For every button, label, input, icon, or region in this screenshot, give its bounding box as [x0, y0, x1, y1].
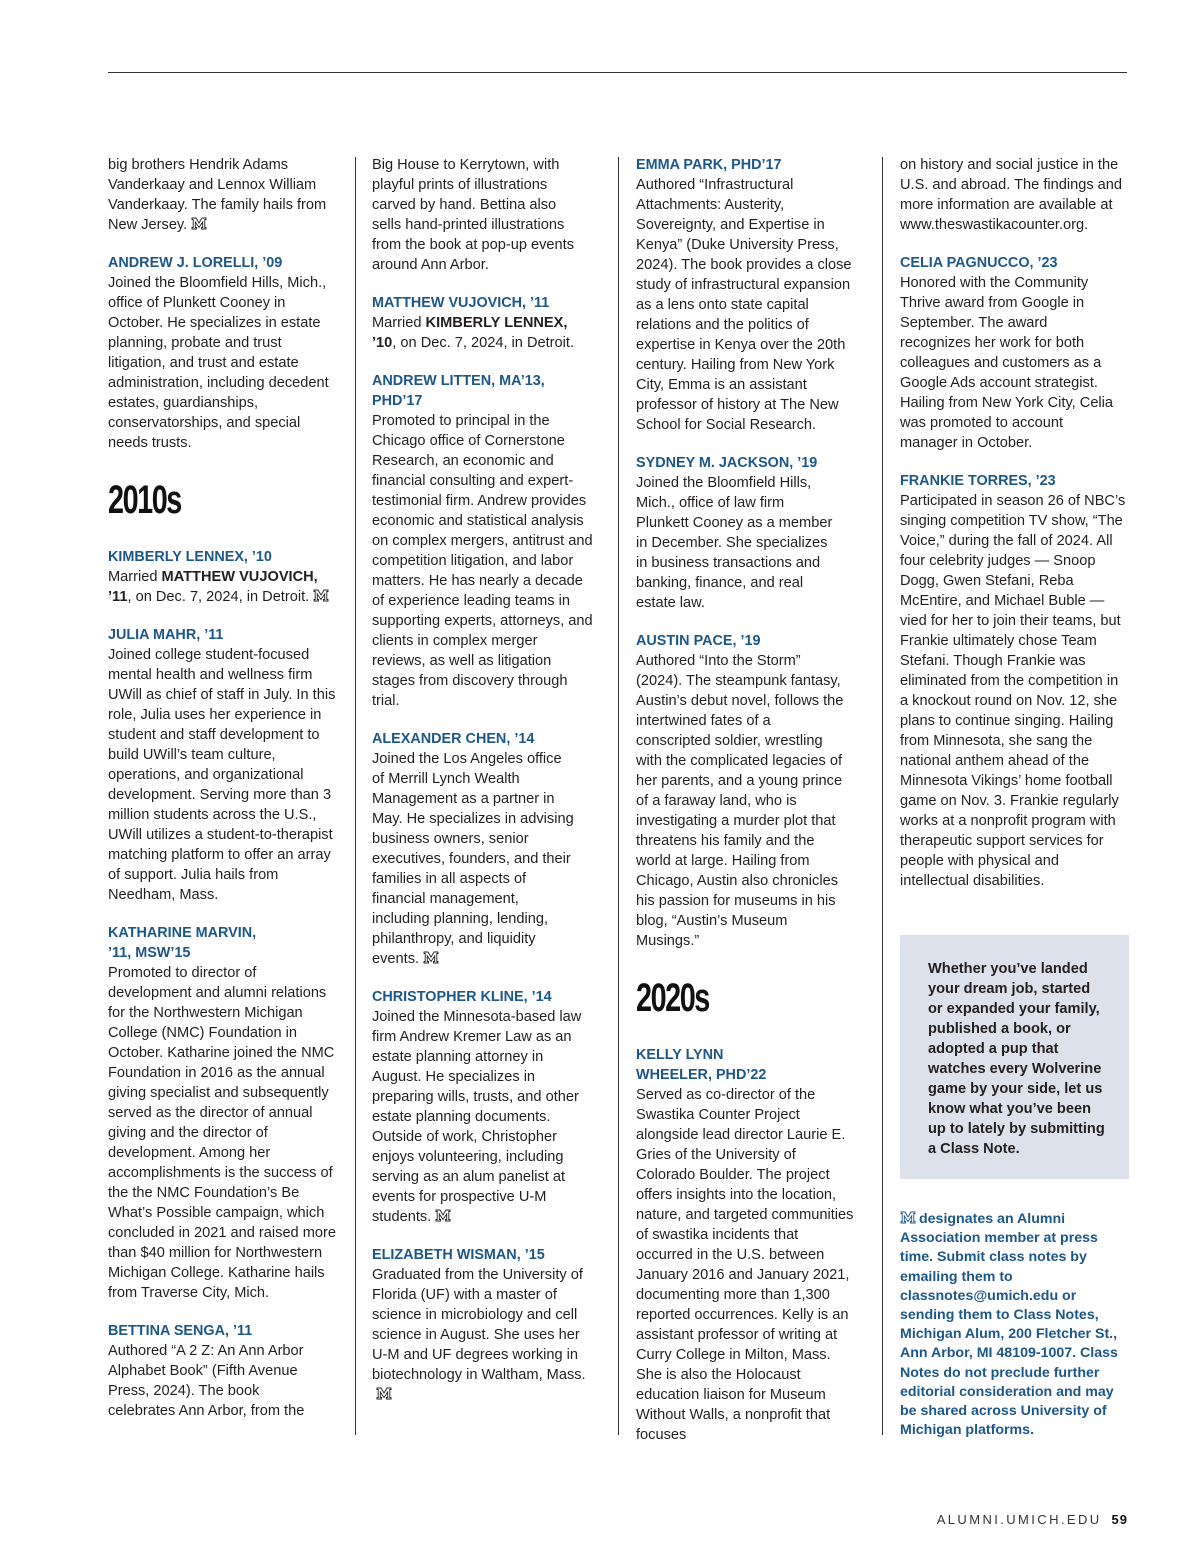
class-note-torres	[900, 471, 1130, 891]
note-name: BETTINA SENGA, ’11	[108, 1323, 253, 1339]
column-divider	[355, 157, 356, 1435]
note-text: Authored “Infrastructural Attachments: Austerity, Sovereignty, and Expertise in Kenya” (Duke University Press, 2024). The book provides a close study of infrastructural expansion as a lens onto state capital relations and the politics of expertise in Kenya over the 20th century. Hailing from New York City, Emma is an assistant professor of history at The New School for Social Research.	[636, 177, 852, 433]
page-footer	[937, 1512, 1128, 1527]
note-name: MATTHEW VUJOVICH, ’11	[372, 295, 550, 311]
note-name: JULIA MAHR, ’11	[108, 627, 224, 643]
note-name: ANDREW LITTEN, MA’13, PHD’17	[372, 373, 545, 409]
section-heading-2020s: 2020s	[636, 976, 709, 1020]
class-note-wheeler	[636, 1045, 858, 1445]
note-text: Authored “A 2 Z: An Ann Arbor Alphabet Book” (Fifth Avenue Press, 2024). The book celebrates Ann Arbor, from the	[108, 1343, 305, 1419]
class-note-park	[636, 155, 858, 435]
note-name: EMMA PARK, PHD’17	[636, 157, 782, 173]
entry-continuation: Big House to Kerrytown, with playful prints of illustrations carved by hand. Bettina also sells hand-printed illustrations from the book at pop-up events around Ann Arbor.	[372, 157, 575, 273]
note-name: CHRISTOPHER KLINE, ’14	[372, 989, 552, 1005]
note-text: Promoted to director of development and alumni relations for the Northwestern Michigan College (NMC) Foundation in October. Katharine joined the NMC Foundation in 2016 as the annual giving specialist and subsequently served as the director of annual giving and the director of development. Among her accomplishments is the success of the the NMC Foundation’s Be What’s Possible campaign, which concluded in 2021 and raised more than $40 million for Northwestern Michigan College. Katharine hails from Traverse City, Mich.	[108, 965, 336, 1301]
member-disclaimer	[900, 1210, 1130, 1440]
footer-site: ALUMNI.UMICH.EDU	[936, 1512, 1102, 1527]
submit-class-note-callout	[900, 935, 1129, 1179]
note-text: Married MATTHEW VUJOVICH, ’11, on Dec. 7, 2024, in Detroit.	[108, 567, 338, 607]
class-note-marvin	[108, 923, 338, 1303]
note-text: Participated in season 26 of NBC’s singing competition TV show, “The Voice,” during the fall of 2024. All four celebrity judges — Snoop Dogg, Gwen Stefani, Reba McEntire, and Michael Buble — vied for her to join their teams, but Frankie ultimately chose Team Stefani. Though Frankie was eliminated from the competition in a knockout round on Nov. 12, she plans to continue singing. Hailing from Minnesota, she sang the national anthem ahead of the Minnesota Vikings’ home football game on Nov. 3. Frankie regularly works at a nonprofit program with therapeutic support services for people with physical and intellectual disabilities.	[900, 493, 1126, 889]
class-note-lorelli	[108, 253, 338, 453]
note-name: CELIA PAGNUCCO, ’23	[900, 255, 1058, 271]
note-text: Joined the Bloomfield Hills, Mich., office of Plunkett Cooney in October. He specializes in estate planning, probate and trust litigation, and trust and estate administration, including decedent estates, guardianships, conservatorships, and special needs trusts.	[108, 275, 329, 451]
column-4	[900, 155, 1130, 891]
class-note-senga	[108, 1321, 338, 1421]
note-name: ALEXANDER CHEN, ’14	[372, 731, 535, 747]
note-name: KIMBERLY LENNEX, ’10	[108, 549, 272, 565]
note-text: Promoted to principal in the Chicago office of Cornerstone Research, an economic and financial consulting and expert-testimonial firm. Andrew provides economic and statistical analysis on complex mergers, antitrust and competition litigation, and labor matters. He has nearly a decade of experience leading teams in supporting experts, attorneys, and clients in complex merger reviews, as well as litigation stages from discovery through trial.	[372, 413, 593, 709]
note-name: KATHARINE MARVIN, ’11, MSW’15	[108, 925, 257, 961]
class-note-kline	[372, 987, 594, 1227]
note-text: Married KIMBERLY LENNEX, ’10, on Dec. 7, 2024, in Detroit.	[372, 315, 575, 351]
note-text: Authored “Into the Storm” (2024). The steampunk fantasy, Austin’s debut novel, follows the intertwined fates of a conscripted soldier, wrestling with the complicated legacies of her parents, and a young prince of a faraway land, who is investigating a murder plot that threatens his family and the world at large. Hailing from Chicago, Austin also chronicles his passion for museums in his blog, “Austin’s Museum Musings.”	[636, 653, 844, 949]
note-text: Joined the Los Angeles office of Merrill Lynch Wealth Management as a partner in May. He specializes in advising business owners, senior executives, founders, and their families in all aspects of financial management, including planning, lending, philanthropy, and liquidity events.	[372, 751, 574, 967]
entry-continuation: big brothers Hendrik Adams Vanderkaay and Lennox William Vanderkaay. The family hails from New Jersey.	[108, 157, 327, 233]
top-rule	[108, 72, 1127, 73]
section-heading-2010s: 2010s	[108, 478, 181, 522]
class-note-vujovich	[372, 293, 594, 353]
note-name: ELIZABETH WISMAN, ’15	[372, 1247, 545, 1263]
column-3	[636, 155, 858, 1445]
note-text: Joined the Minnesota-based law firm Andrew Kremer Law as an estate planning attorney in August. He specializes in preparing wills, trusts, and other estate planning documents. Outside of work, Christopher enjoys volunteering, including serving as an alum panelist at events for prospective U-M students.	[372, 1009, 582, 1225]
class-note-lennex	[108, 547, 338, 607]
page-number: 59	[1111, 1512, 1128, 1527]
note-text: Graduated from the University of Florida (UF) with a master of science in microbiology and cell science in August. She uses her U-M and UF degrees working in biotechnology in Waltham, Mass.	[372, 1265, 594, 1405]
column-1	[108, 155, 338, 1421]
entry-continuation: on history and social justice in the U.S. and abroad. The findings and more information are available at www.theswastikacounter.org.	[900, 157, 1123, 233]
note-name: KELLY LYNN WHEELER, PHD’22	[636, 1047, 767, 1083]
column-2	[372, 155, 594, 1405]
column-divider	[618, 157, 619, 1435]
alumni-association-m-icon	[900, 1211, 916, 1224]
disclaimer-text: designates an Alumni Association member at press time. Submit class notes by emailing them to classnotes@umich.edu or sending them to Class Notes, Michigan Alum, 200 Fletcher St., Ann Arbor, MI 48109-1007. Class Notes do not preclude further editorial consideration and may be shared across University of Michigan platforms.	[900, 1211, 1118, 1439]
note-name: AUSTIN PACE, ’19	[636, 633, 761, 649]
column-divider	[882, 157, 883, 1435]
note-name: FRANKIE TORRES, ’23	[900, 473, 1056, 489]
alumni-association-m-icon	[313, 589, 329, 602]
class-note-jackson	[636, 453, 858, 613]
class-note-pace	[636, 631, 858, 951]
note-name: SYDNEY M. JACKSON, ’19	[636, 455, 818, 471]
alumni-association-m-icon	[376, 1387, 392, 1400]
class-note-mahr	[108, 625, 338, 905]
class-note-wisman	[372, 1245, 594, 1405]
callout-text: Whether you’ve landed your dream job, started or expanded your family, published a book, or adopted a pup that watches every Wolverine game by your side, let us know what you’ve been up to lately by submitting a Class Note.	[928, 961, 1105, 1157]
note-text: Joined the Bloomfield Hills, Mich., office of law firm Plunkett Cooney as a member in December. She specializes in business transactions and banking, finance, and real estate law.	[636, 475, 833, 611]
alumni-association-m-icon	[191, 217, 207, 230]
note-text: Served as co-director of the Swastika Counter Project alongside lead director Laurie E. Gries of the University of Colorado Boulder. The project offers insights into the location, nature, and targeted communities of swastika incidents that occurred in the U.S. between January 2016 and January 2021, documenting more than 1,300 reported occurrences. Kelly is an assistant professor of writing at Curry College in Milton, Mass. She is also the Holocaust education liaison for Museum Without Walls, a nonprofit that focuses	[636, 1087, 854, 1443]
class-note-chen	[372, 729, 594, 969]
class-note-pagnucco	[900, 253, 1130, 453]
alumni-association-m-icon	[423, 951, 439, 964]
note-name: ANDREW J. LORELLI, ’09	[108, 255, 283, 271]
note-text: Joined college student-focused mental health and wellness firm UWill as chief of staff in July. In this role, Julia uses her experience in student and staff development to build UWill’s team culture, operations, and organizational development. Serving more than 3 million students across the U.S., UWill utilizes a student-to-therapist matching platform to offer an array of support. Julia hails from Needham, Mass.	[108, 647, 336, 903]
class-note-litten	[372, 371, 594, 711]
note-text: Honored with the Community Thrive award from Google in September. The award recognizes her work for both colleagues and customers as a Google Ads account strategist. Hailing from New York City, Celia was promoted to account manager in October.	[900, 275, 1114, 451]
alumni-association-m-icon	[435, 1209, 451, 1222]
